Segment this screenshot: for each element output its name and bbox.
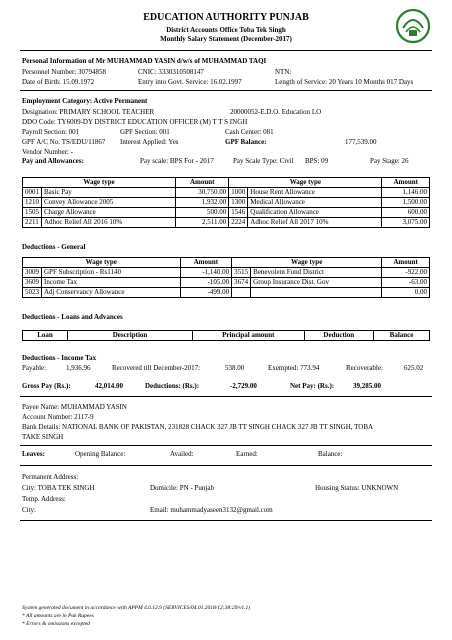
- col-header: Balance: [374, 331, 430, 341]
- length-of-service: Length of Service: 20 Years 10 Months 017 Days: [275, 78, 414, 86]
- cash-center: Cash Center: 081: [225, 128, 274, 136]
- col-header: Description: [68, 331, 193, 341]
- col-header: Deduction: [304, 331, 374, 341]
- table-cell: 1546: [229, 208, 248, 218]
- bank-details-cont: TAKE SINGH: [22, 433, 64, 441]
- tax-payable-label: Payable:: [22, 364, 47, 372]
- divider: [20, 445, 432, 446]
- office-name: District Accounts Office Toba Tek Singh: [166, 26, 286, 34]
- gpf-balance-label: GPF Balance:: [225, 138, 267, 146]
- table-cell: -1,140.00: [180, 268, 232, 278]
- table-cell: Benevolent Fund District: [251, 268, 382, 278]
- permanent-address: Permanent Address:: [22, 473, 79, 481]
- entry-into-service: Entry into Govt. Service: 16.02.1997: [138, 78, 242, 86]
- table-cell: Group Insurance Dist. Gov: [251, 278, 382, 288]
- account-number: Account Number: 2117-9: [22, 413, 94, 421]
- table-cell: Charge Allowance: [42, 208, 176, 218]
- table-cell: House Rent Allowance: [248, 188, 382, 198]
- table-cell: -105.00: [180, 278, 232, 288]
- col-header: Amount: [176, 178, 229, 188]
- deductions-value: -2,729.00: [230, 382, 257, 390]
- divider: [20, 50, 432, 51]
- gross-pay-value: 42,014.00: [95, 382, 123, 390]
- gross-pay-label: Gross Pay (Rs.):: [22, 382, 71, 390]
- divider: [20, 396, 432, 397]
- table-cell: 3674: [232, 278, 251, 288]
- net-pay-label: Net Pay: (Rs.):: [290, 382, 335, 390]
- col-header: Wage type: [23, 258, 181, 268]
- leave-balance: Balance:: [318, 450, 343, 458]
- table-cell: 500.00: [176, 208, 229, 218]
- gpf-account: GPF A/C No: TS/EDU/11867: [22, 138, 106, 146]
- table-cell: 0.00: [382, 288, 430, 298]
- table-cell: 2211: [23, 218, 42, 228]
- table-cell: Medical Allowance: [248, 198, 382, 208]
- city: City: TOBA TEK SINGH: [22, 484, 95, 492]
- table-cell: 3609: [23, 278, 42, 288]
- col-header: Loan: [23, 331, 68, 341]
- pay-scale-type: Pay Scale Type: Civil: [233, 157, 294, 165]
- deductions-table: [22, 257, 430, 298]
- col-header: Principal amount: [193, 331, 305, 341]
- table-cell: 1210: [23, 198, 42, 208]
- pay-scale: Pay scale: BPS For - 2017: [140, 157, 214, 165]
- employment-heading: Employment Category: Active Permanent: [22, 97, 148, 105]
- table-cell: 1,146.00: [382, 188, 430, 198]
- bps: BPS: 09: [305, 157, 329, 165]
- col-header: Wage type: [23, 178, 176, 188]
- deductions-general-heading: Deductions - General: [22, 243, 86, 251]
- temp-city: City:: [22, 506, 37, 514]
- tax-recovered-label: Recovered till December-2017:: [112, 364, 201, 372]
- tax-recoverable-label: Recoverable:: [346, 364, 383, 372]
- divider: [20, 90, 432, 91]
- table-row: [23, 208, 430, 218]
- payroll-section: Payroll Section: 001: [22, 128, 80, 136]
- table-cell: Adhoc Relief All 2017 10%: [248, 218, 382, 228]
- col-header: Amount: [382, 178, 430, 188]
- table-cell: 1,500.00: [382, 198, 430, 208]
- table-cell: -63.00: [382, 278, 430, 288]
- ntn: NTN:: [275, 68, 292, 76]
- table-cell: -499.00: [180, 288, 232, 298]
- divider: [20, 520, 432, 521]
- cnic: CNIC: 3330310508147: [138, 68, 204, 76]
- tax-recoverable-value: 625.02: [404, 364, 424, 372]
- table-cell: 5023: [23, 288, 42, 298]
- table-cell: 600.00: [382, 208, 430, 218]
- deductions-label: Deductions: (Rs.):: [145, 382, 200, 390]
- col-header: Amount: [180, 258, 232, 268]
- leaves-label: Leaves:: [22, 450, 45, 458]
- table-cell: 0001: [23, 188, 42, 198]
- table-cell: -922.00: [382, 268, 430, 278]
- col-header: Amount: [382, 258, 430, 268]
- col-header: Wage type: [229, 178, 382, 188]
- table-cell: [251, 288, 382, 298]
- table-cell: GPF Subscription - Rs1140: [42, 268, 181, 278]
- table-cell: [232, 288, 251, 298]
- table-row: [23, 268, 430, 278]
- table-row: [23, 218, 430, 228]
- gpf-balance-value: 177,539.00: [345, 138, 377, 146]
- domicile: Domicile: PN - Punjab: [150, 484, 214, 492]
- tax-recovered-value: 538.00: [225, 364, 245, 372]
- table-cell: 1300: [229, 198, 248, 208]
- leave-earned: Earned:: [236, 450, 258, 458]
- email: Email: muhammadyaseen3132@gmail.com: [150, 506, 273, 514]
- bank-details: Bank Details: NATIONAL BANK OF PAKISTAN, 231828 CHACK 327 JB TT SINGH CHACK 327 JB TT SINGH, TOBA: [22, 423, 374, 431]
- footer-note: System generated document in accordance with APPM 4.6.12.9 (SERVICES/04.01.2018/12:38:29/v1.1): [22, 605, 251, 611]
- temp-address: Temp. Address:: [22, 495, 66, 503]
- table-cell: 1,932.00: [176, 198, 229, 208]
- table-cell: Adj Conservancy Allowance: [42, 288, 181, 298]
- table-row: [23, 198, 430, 208]
- document-title: EDUCATION AUTHORITY PUNJAB: [143, 12, 309, 23]
- punjab-emblem-logo: [395, 8, 431, 44]
- footer-note: * All amounts are in Pak Rupees: [22, 613, 94, 619]
- table-cell: Convey Allowance 2005: [42, 198, 176, 208]
- table-row: [23, 188, 430, 198]
- pay-stage: Pay Stage: 26: [370, 157, 409, 165]
- col-header: Wage type: [232, 258, 382, 268]
- table-cell: Income Tax: [42, 278, 181, 288]
- table-cell: Qualification Allowance: [248, 208, 382, 218]
- date-of-birth: Date of Birth: 15.09.1972: [22, 78, 95, 86]
- ddo-code: DDO Code: TY6009-DY DISTRICT EDUCATION OFFICER (M) T T S INGH: [22, 118, 248, 126]
- loans-heading: Deductions - Loans and Advances: [22, 313, 123, 321]
- table-cell: Adhoc Relief All 2016 10%: [42, 218, 176, 228]
- statement-title: Monthly Salary Statement (December-2017): [160, 35, 292, 43]
- table-cell: 2,511.00: [176, 218, 229, 228]
- divider: [20, 465, 432, 466]
- interest-applied: Interest Applied: Yes: [120, 138, 179, 146]
- table-cell: 1505: [23, 208, 42, 218]
- housing-status: Housing Status: UNKNOWN: [315, 484, 399, 492]
- table-cell: Basic Pay: [42, 188, 176, 198]
- table-row: [23, 278, 430, 288]
- personal-heading: Personal Information of Mr MUHAMMAD YASIN d/w/s of MUHAMMAD TAQI: [22, 57, 267, 65]
- leave-opening: Opening Balance:: [75, 450, 126, 458]
- net-pay-value: 39,285.00: [353, 382, 381, 390]
- personnel-number: Personnel Number: 30794858: [22, 68, 106, 76]
- tax-exempted: Exempted: 773.94: [268, 364, 320, 372]
- leave-availed: Availed:: [170, 450, 194, 458]
- pay-allowances-label: Pay and Allowances:: [22, 157, 84, 165]
- loans-table: [22, 330, 430, 341]
- payee-name: Payee Name: MUHAMMAD YASIN: [22, 403, 127, 411]
- table-row: [23, 288, 430, 298]
- income-tax-heading: Deductions - Income Tax: [22, 354, 97, 362]
- table-cell: 1000: [229, 188, 248, 198]
- table-cell: 2224: [229, 218, 248, 228]
- designation: Designation: PRIMARY SCHOOL TEACHER: [22, 108, 155, 116]
- tax-payable-value: 1,936.96: [66, 364, 91, 372]
- table-cell: 30,750.00: [176, 188, 229, 198]
- footer-note: * Errors & omissions excepted: [22, 621, 90, 627]
- table-cell: 3009: [23, 268, 42, 278]
- allowances-table: [22, 177, 430, 228]
- table-cell: 3,075.00: [382, 218, 430, 228]
- gpf-section: GPF Section: 001: [120, 128, 170, 136]
- cost-center: 20000052-E.D.O. Education LO: [230, 108, 322, 116]
- vendor-number: Vendor Number: -: [22, 148, 73, 156]
- table-cell: 3515: [232, 268, 251, 278]
